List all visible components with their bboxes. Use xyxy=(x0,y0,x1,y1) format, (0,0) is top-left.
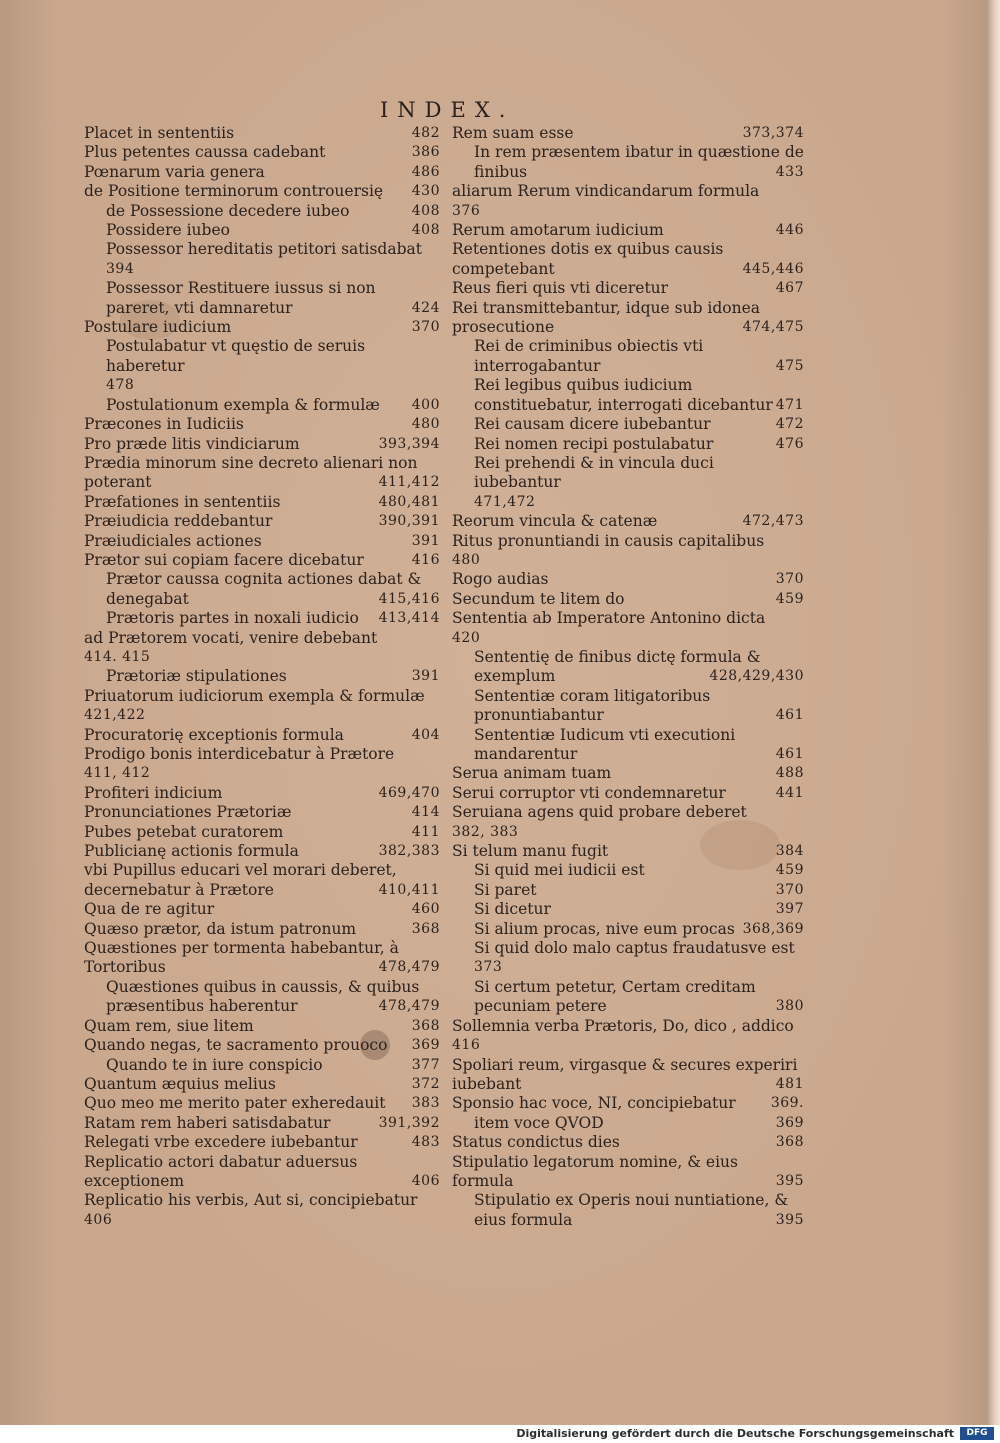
index-term: Ritus pronuntiandi in causis capitalibus xyxy=(452,531,765,550)
page-reference: 446 xyxy=(775,222,804,239)
index-term: Pubes petebat curatorem xyxy=(84,822,284,841)
page-reference: 370 xyxy=(775,571,804,588)
index-entry xyxy=(84,337,440,395)
index-entry xyxy=(452,764,804,783)
index-term: Profiteri indicium xyxy=(84,783,223,802)
index-entry xyxy=(84,842,440,861)
funding-notice: Digitalisierung gefördert durch die Deutsche Forschungsgemeinschaft xyxy=(516,1427,954,1440)
page-reference: 382,383 xyxy=(378,843,440,860)
index-term: Præiudiciales actiones xyxy=(84,531,262,550)
page-reference: 461 xyxy=(775,746,804,762)
page-reference: 368 xyxy=(411,920,440,937)
index-entry xyxy=(84,318,440,337)
index-term: Relegati vrbe excedere iubebantur xyxy=(84,1133,358,1152)
index-term: Quæstiones quibus in caussis, & quibus præsentibus haberentur xyxy=(106,977,420,1016)
index-entry xyxy=(84,1075,440,1094)
index-entry xyxy=(452,221,804,240)
page-reference: 384 xyxy=(775,843,804,860)
page-reference: 413,414 xyxy=(378,610,440,627)
index-entry xyxy=(452,590,804,609)
index-term: Pronunciationes Prætoriæ xyxy=(84,803,292,822)
page-reference: 461 xyxy=(775,707,804,724)
index-term: Si dicetur xyxy=(474,900,551,919)
page-reference: 406 xyxy=(84,1211,113,1228)
page-reference: 368 xyxy=(411,1017,440,1034)
index-term: Si quid dolo malo captus fraudatusve est xyxy=(474,939,795,958)
page-reference: 481 xyxy=(775,1075,804,1092)
index-entry xyxy=(84,784,440,803)
index-term: Prædia minorum sine decreto alienari non poterant xyxy=(84,453,418,492)
index-term: Prodigo bonis interdicebatur à Prætore xyxy=(84,745,395,763)
page-reference: 460 xyxy=(411,901,440,918)
index-term: Serui corruptor vti condemnaretur xyxy=(452,783,726,802)
page-reference: 480 xyxy=(411,416,440,433)
index-term: Præiudicia reddebantur xyxy=(84,512,273,531)
index-entry xyxy=(452,1114,804,1133)
index-entry xyxy=(452,376,804,415)
index-term: ad Prætorem vocati, venire debebant xyxy=(84,628,378,647)
page-reference: 400 xyxy=(411,396,440,413)
page-edge xyxy=(986,0,1000,1425)
index-entry xyxy=(84,163,440,182)
index-entry xyxy=(84,1133,440,1152)
index-entry xyxy=(452,1056,804,1095)
page-reference: 408 xyxy=(411,202,440,219)
index-term: de Possessione decedere iubeo xyxy=(106,201,350,220)
index-term: Replicatio actori dabatur aduersus exceptionem xyxy=(84,1152,358,1190)
page-reference: 414 xyxy=(411,804,440,821)
index-term: Status condictus dies xyxy=(452,1133,620,1152)
index-entry xyxy=(84,493,440,512)
index-term: Procuratorię exceptionis formula xyxy=(84,725,344,744)
index-term: Si paret xyxy=(474,880,537,899)
index-term: Pœnarum varia genera xyxy=(84,162,265,181)
index-term: Postulare iudicium xyxy=(84,318,232,337)
index-term: Reorum vincula & catenæ xyxy=(452,512,658,531)
index-entry xyxy=(452,532,804,571)
page-reference: 411 xyxy=(411,823,440,840)
index-term: Rerum amotarum iudicium xyxy=(452,221,664,240)
page-reference: 411,412 xyxy=(378,474,440,491)
index-term: item voce QVOD xyxy=(474,1113,604,1132)
index-term: Qua de re agitur xyxy=(84,900,215,919)
index-term: Postulabatur vt quęstio de seruis haberetur xyxy=(106,337,366,375)
index-term: Quæso prætor, da istum patronum xyxy=(84,919,357,938)
index-term: Possessor hereditatis petitori satisdabat xyxy=(106,240,422,259)
page-reference: 414. 415 xyxy=(84,648,151,665)
index-entry xyxy=(452,842,804,861)
index-term: Quantum æquius melius xyxy=(84,1074,276,1093)
page-reference: 391 xyxy=(411,668,440,685)
index-entry xyxy=(452,182,804,221)
index-entry xyxy=(84,1036,440,1055)
page-reference: 391 xyxy=(411,532,440,549)
index-term: Placet in sententiis xyxy=(84,124,235,142)
page-reference: 480 xyxy=(452,551,481,568)
page-reference: 416 xyxy=(452,1037,481,1054)
page-reference: 472,473 xyxy=(742,513,804,530)
index-entry xyxy=(452,978,804,1017)
index-term: Quando negas, te sacramento prouoco xyxy=(84,1036,388,1055)
page-reference: 480,481 xyxy=(378,493,440,510)
index-entry xyxy=(452,900,804,919)
index-entry xyxy=(84,861,440,900)
index-term: Si quid mei iudicii est xyxy=(474,861,645,880)
index-term: Rei legibus quibus iudicium constituebatur, interrogati dicebantur xyxy=(474,376,773,414)
page-reference: 370 xyxy=(411,319,440,336)
index-term: Stipulatio legatorum nomine, & eius formula xyxy=(452,1152,738,1190)
page-reference: 471,472 xyxy=(474,493,536,510)
index-term: Quo meo me merito pater exheredauit xyxy=(84,1094,386,1113)
index-entry xyxy=(84,803,440,822)
index-entry xyxy=(452,648,804,687)
index-term: Præcones in Iudiciis xyxy=(84,415,244,434)
index-entry xyxy=(84,182,440,201)
index-entry xyxy=(452,939,804,978)
index-entry xyxy=(452,920,804,939)
index-entry xyxy=(84,570,440,609)
index-term: Prætor caussa cognita actiones dabat & denegabat xyxy=(106,570,422,608)
index-entry xyxy=(452,299,804,338)
index-entry xyxy=(452,240,804,279)
page-reference: 474,475 xyxy=(742,319,804,336)
index-term: Sollemnia verba Prætoris, Do, dico , addico xyxy=(452,1016,794,1035)
index-term: Rem suam esse xyxy=(452,124,574,142)
page-reference: 397 xyxy=(775,901,804,918)
index-term: Possessor Restituere iussus si non pareret, vti damnaretur xyxy=(106,279,376,317)
page-reference: 488 xyxy=(775,765,804,782)
page-reference: 382, 383 xyxy=(452,823,519,840)
index-entry xyxy=(84,532,440,551)
index-entry xyxy=(84,609,440,628)
index-term: Possidere iubeo xyxy=(106,221,230,240)
index-entry xyxy=(84,745,440,784)
index-entry xyxy=(452,861,804,880)
index-entry xyxy=(452,609,804,648)
index-entry xyxy=(452,784,804,803)
index-term: Rei prehendi & in vincula duci iubebantur xyxy=(474,453,714,492)
index-term: de Positione terminorum controuersię xyxy=(84,182,384,201)
page-reference: 395 xyxy=(775,1172,804,1189)
page-reference: 376 xyxy=(452,202,481,219)
index-entry xyxy=(84,667,440,686)
index-entry xyxy=(84,1017,440,1036)
index-term: In rem præsentem ibatur in quæstione de finibus xyxy=(474,143,804,181)
index-term: Si alium procas, nive eum procas xyxy=(474,919,735,938)
index-entry xyxy=(452,124,804,143)
index-entry xyxy=(452,143,804,182)
index-entry xyxy=(452,337,804,376)
index-term: Prætoris partes in noxali iudicio xyxy=(106,609,359,628)
index-entry xyxy=(84,687,440,726)
index-entry xyxy=(84,143,440,162)
page-reference: 391,392 xyxy=(378,1114,440,1131)
index-term: Pro præde litis vindiciarum xyxy=(84,434,300,453)
page-reference: 459 xyxy=(775,862,804,879)
index-term: Quam rem, siue litem xyxy=(84,1016,254,1035)
index-entry xyxy=(452,1017,804,1056)
page-reference: 415,416 xyxy=(378,590,440,607)
index-entry xyxy=(84,512,440,531)
page-reference: 424 xyxy=(411,299,440,316)
index-entry xyxy=(84,726,440,745)
index-entry xyxy=(452,454,804,512)
index-entry xyxy=(84,900,440,919)
index-entry xyxy=(84,920,440,939)
page-reference: 467 xyxy=(775,280,804,297)
page-reference: 408 xyxy=(411,222,440,239)
index-left-column xyxy=(84,124,440,1230)
index-entry xyxy=(84,221,440,240)
page-reference: 411, 412 xyxy=(84,765,151,782)
index-term: Ratam rem haberi satisdabatur xyxy=(84,1113,331,1132)
page-reference: 441 xyxy=(775,784,804,801)
index-entry xyxy=(84,1153,440,1192)
index-term: Replicatio his verbis, Aut si, concipiebatur xyxy=(84,1191,418,1210)
page-reference: 373 xyxy=(474,959,503,976)
index-term: Plus petentes caussa cadebant xyxy=(84,143,326,162)
page-reference: 472 xyxy=(775,416,804,433)
page-reference: 380 xyxy=(775,998,804,1015)
page-reference: 404 xyxy=(411,726,440,743)
page-reference: 421,422 xyxy=(84,707,146,724)
page-reference: 390,391 xyxy=(378,513,440,530)
page-reference: 368 xyxy=(775,1134,804,1151)
index-term: Prætoriæ stipulationes xyxy=(106,667,287,686)
page-reference: 373,374 xyxy=(742,125,804,141)
page-reference: 369. xyxy=(770,1095,804,1112)
index-entry xyxy=(452,1133,804,1152)
page-reference: 369 xyxy=(775,1114,804,1131)
index-term: Retentiones dotis ex quibus causis competebant xyxy=(452,240,724,278)
index-entry xyxy=(84,240,440,279)
index-term: Publicianę actionis formula xyxy=(84,842,299,861)
index-entry xyxy=(84,1114,440,1133)
page-reference: 395 xyxy=(775,1211,804,1228)
index-entry xyxy=(452,1094,804,1113)
index-entry xyxy=(452,881,804,900)
index-entry xyxy=(452,279,804,298)
index-entry xyxy=(84,454,440,493)
page-reference: 471 xyxy=(775,396,804,413)
index-term: Sententiæ coram litigatoribus pronuntiabantur xyxy=(474,686,711,725)
index-entry xyxy=(452,1153,804,1192)
index-term: Stipulatio ex Operis noui nuntiatione, & eius formula xyxy=(474,1191,789,1229)
page-reference: 372 xyxy=(411,1075,440,1092)
index-term: Secundum te litem do xyxy=(452,589,625,608)
page-reference: 369 xyxy=(411,1037,440,1054)
page-reference: 420 xyxy=(452,629,481,646)
index-term: Seruiana agens quid probare deberet xyxy=(452,803,747,822)
page-reference: 478,479 xyxy=(378,959,440,976)
index-entry xyxy=(452,803,804,842)
index-term: Si certum petetur, Certam creditam pecuniam petere xyxy=(474,977,756,1016)
index-term: Sententiæ Iudicum vti executioni mandarentur xyxy=(474,725,736,763)
page-reference: 478,479 xyxy=(378,998,440,1015)
index-right-column xyxy=(452,124,804,1230)
page-reference: 428,429,430 xyxy=(709,668,804,685)
page-reference: 475 xyxy=(775,357,804,374)
index-entry xyxy=(452,435,804,454)
index-entry xyxy=(84,978,440,1017)
index-term: Serua animam tuam xyxy=(452,764,612,783)
index-term: Rei transmittebantur, idque sub idonea prosecutione xyxy=(452,298,761,337)
index-entry xyxy=(84,202,440,221)
index-entry xyxy=(84,1056,440,1075)
index-entry xyxy=(84,279,440,318)
index-entry xyxy=(84,551,440,570)
page-reference: 377 xyxy=(411,1056,440,1073)
index-term: Sententię de finibus dictę formula & exemplum xyxy=(474,647,761,686)
page-reference: 433 xyxy=(775,163,804,180)
page-reference: 469,470 xyxy=(378,784,440,801)
index-term: Prætor sui copiam facere dicebatur xyxy=(84,550,364,569)
index-term: Quando te in iure conspicio xyxy=(106,1055,323,1074)
page-reference: 394 xyxy=(106,260,135,277)
index-entry xyxy=(452,570,804,589)
index-entry xyxy=(84,823,440,842)
page-reference: 370 xyxy=(775,881,804,898)
index-entry xyxy=(452,415,804,434)
digitization-footer xyxy=(0,1425,1000,1443)
page-reference: 393,394 xyxy=(378,435,440,452)
page-reference: 430 xyxy=(411,183,440,200)
page-reference: 368,369 xyxy=(742,920,804,937)
index-term: Quæstiones per tormenta habebantur, à Tortoribus xyxy=(84,939,399,977)
index-entry xyxy=(84,396,440,415)
index-entry xyxy=(84,1094,440,1113)
index-term: Præfationes in sententiis xyxy=(84,492,281,511)
page-reference: 383 xyxy=(411,1095,440,1112)
page-reference: 406 xyxy=(411,1172,440,1189)
index-term: Priuatorum iudiciorum exempla & formulæ xyxy=(84,686,425,705)
index-term: Si telum manu fugit xyxy=(452,842,609,861)
index-term: Rei causam dicere iubebantur xyxy=(474,415,711,434)
page-reference: 459 xyxy=(775,590,804,607)
index-term: aliarum Rerum vindicandarum formula xyxy=(452,182,760,201)
page-reference: 386 xyxy=(411,144,440,161)
dfg-logo: DFG xyxy=(960,1427,994,1440)
index-entry xyxy=(84,629,440,668)
page-reference: 482 xyxy=(411,125,440,141)
page-reference: 486 xyxy=(411,163,440,180)
index-term: Rogo audias xyxy=(452,570,549,589)
index-term: Rei nomen recipi postulabatur xyxy=(474,434,714,453)
index-entry xyxy=(84,415,440,434)
index-entry xyxy=(84,939,440,978)
index-entry xyxy=(84,1191,440,1230)
index-entry xyxy=(452,512,804,531)
index-term: Sponsio hac voce, NI, concipiebatur xyxy=(452,1094,736,1113)
page-reference: 445,446 xyxy=(742,260,804,277)
page-reference: 416 xyxy=(411,551,440,568)
index-entry xyxy=(84,124,440,143)
page-header: INDEX. xyxy=(380,98,515,122)
index-entry xyxy=(84,435,440,454)
index-term: Spoliari reum, virgasque & secures experiri iubebant xyxy=(452,1055,798,1093)
index-term: Rei de criminibus obiectis vti interrogabantur xyxy=(474,337,704,375)
index-term: Reus fieri quis vti diceretur xyxy=(452,279,669,298)
page-reference: 410,411 xyxy=(378,881,440,898)
index-term: Postulationum exempla & formulæ xyxy=(106,395,380,414)
index-entry xyxy=(452,726,804,765)
index-entry xyxy=(452,687,804,726)
index-term: Sententia ab Imperatore Antonino dicta xyxy=(452,609,766,628)
page-reference: 476 xyxy=(775,435,804,452)
index-entry xyxy=(452,1191,804,1230)
index-term: vbi Pupillus educari vel morari deberet, decernebatur à Prætore xyxy=(84,861,397,899)
page-reference: 483 xyxy=(411,1134,440,1151)
page-reference: 478 xyxy=(106,377,135,394)
